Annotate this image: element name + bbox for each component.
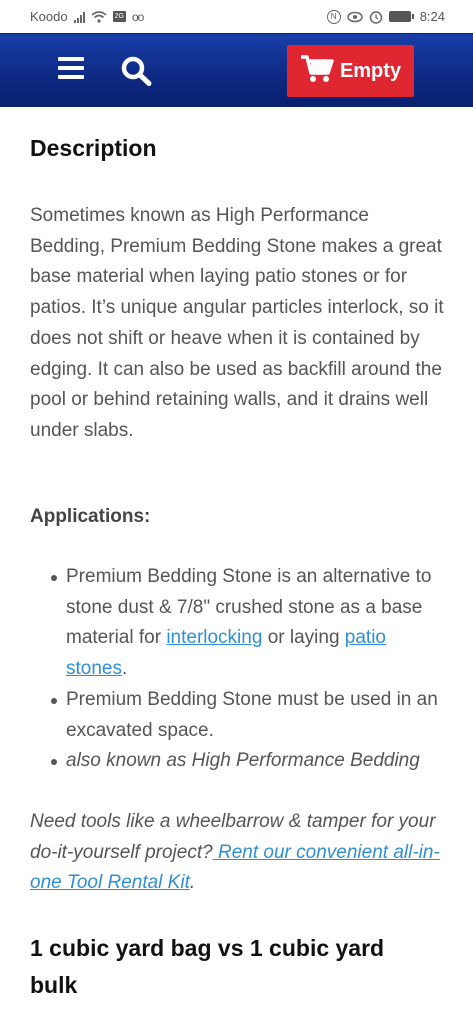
applications-heading: Applications: (30, 506, 151, 527)
list-item (30, 685, 450, 746)
status-right (327, 9, 445, 24)
list-item-text: Premium Bedding Stone must be used in an excavated space. (66, 688, 438, 741)
applications-list (30, 562, 450, 777)
top-nav-bar (0, 33, 473, 107)
wifi-icon (91, 11, 107, 23)
cart-status-label: Empty (339, 59, 402, 82)
tool-rental-text: Need tools like a wheelbarrow & tamper for your do-it-yourself project? (30, 811, 436, 863)
description-heading: Description (30, 135, 157, 161)
tool-rental-kit-link[interactable]: Rent our convenient all-in-one Tool Rental Kit (30, 841, 440, 894)
tool-rental-end: . (189, 872, 196, 894)
description-paragraph: Sometimes known as High Performance Bedding, Premium Bedding Stone makes a great base material when laying patio stones or for patios. It’s unique angular particles interlock, so it does not shift or heave when it is contained by edging. It can also be used as backfill around the pool or behind retaining walls, and it drains well under slabs. (30, 205, 444, 441)
hamburger-menu-icon[interactable] (58, 57, 86, 83)
cart-button[interactable] (287, 45, 414, 97)
clock-time: 8:24 (419, 9, 445, 24)
list-item (30, 562, 450, 685)
list-item-text: also known as High Performance Bedding (66, 750, 420, 772)
patio-stones-link[interactable]: patio stones (66, 627, 386, 680)
voicemail-icon: oo (131, 9, 144, 24)
list-item (30, 746, 450, 777)
shopping-cart-icon (300, 54, 334, 89)
list-item-text: . (121, 658, 128, 680)
status-bar (0, 0, 473, 33)
interlocking-link[interactable]: interlocking (166, 627, 263, 649)
carrier-name: Koodo (30, 9, 68, 24)
signal-icon (74, 11, 85, 23)
alarm-icon (369, 10, 383, 24)
eye-icon (347, 11, 363, 23)
battery-icon (389, 11, 414, 22)
tool-rental-paragraph (30, 807, 450, 899)
list-item-text: Premium Bedding Stone is an alternative to stone dust & 7/8" crushed stone as a base material for (66, 566, 432, 649)
search-icon[interactable] (120, 55, 154, 87)
nfc-icon: N (327, 10, 341, 24)
status-left (30, 9, 143, 24)
bag-vs-bulk-heading: 1 cubic yard bag vs 1 cubic yard bulk (30, 935, 385, 998)
sim-badge-icon: 2G (114, 13, 124, 20)
list-item-text: or laying (262, 627, 345, 649)
